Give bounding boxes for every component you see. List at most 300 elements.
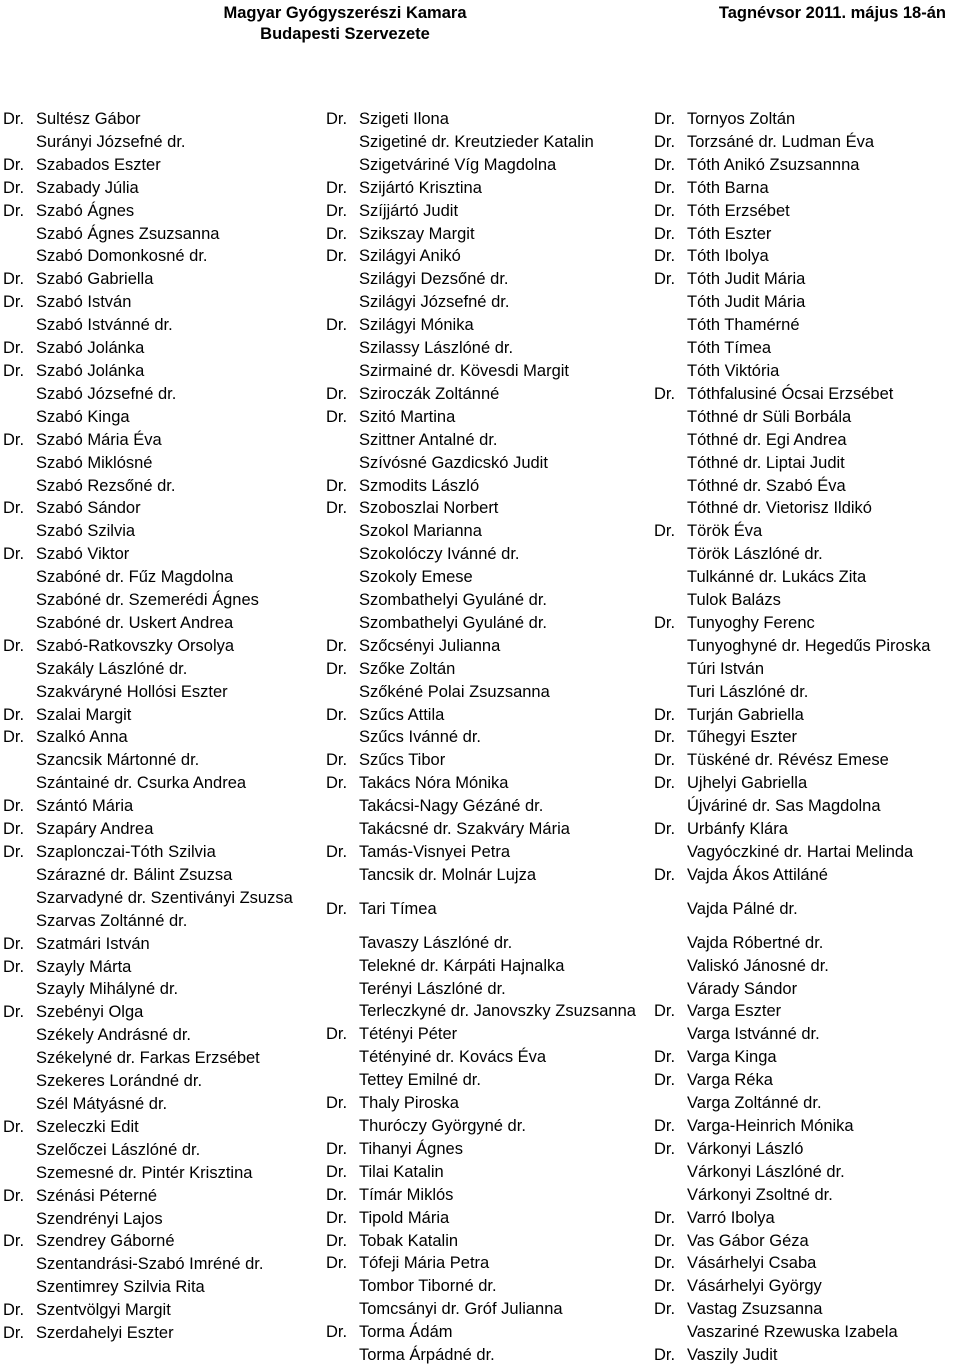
member-name: Tóth Ibolya xyxy=(687,247,769,266)
member-name: Túri István xyxy=(687,659,765,678)
member-name: Vaszariné Rzewuska Izabela xyxy=(687,1323,898,1342)
member-title-prefix: Dr. xyxy=(654,774,676,793)
member-name: Tunyoghyné dr. Hegedűs Piroska xyxy=(687,636,931,655)
member-title-prefix: Dr. xyxy=(326,178,348,197)
member-row xyxy=(3,337,315,360)
member-title-prefix: Dr. xyxy=(3,1186,25,1205)
member-title-prefix: Dr. xyxy=(654,224,676,243)
organization-branch: Budapesti Szervezete xyxy=(260,25,430,43)
member-title-prefix: Dr. xyxy=(3,728,25,747)
member-row xyxy=(3,383,315,406)
member-row xyxy=(654,177,960,200)
member-name: Tari Tímea xyxy=(359,899,437,918)
member-row xyxy=(326,520,656,543)
member-title-prefix: Dr. xyxy=(654,155,676,174)
member-title-prefix: Dr. xyxy=(3,293,25,312)
member-row xyxy=(326,841,656,864)
member-name: Szendrey Gáborné xyxy=(36,1232,175,1251)
organization-name: Magyar Gyógyszerészi Kamara xyxy=(223,4,467,22)
member-row xyxy=(3,1208,315,1231)
member-name: Szárazné dr. Bálint Zsuzsa xyxy=(36,865,233,884)
member-title-prefix: Dr. xyxy=(326,1254,348,1273)
member-name: Székely Andrásné dr. xyxy=(36,1026,192,1045)
member-row xyxy=(3,1047,315,1070)
member-row xyxy=(326,1275,656,1298)
member-name: Szűcs Tibor xyxy=(359,751,446,770)
member-name: Tobak Katalin xyxy=(359,1231,459,1250)
member-name: Szabó Kinga xyxy=(36,407,130,426)
member-row xyxy=(326,452,656,475)
member-row xyxy=(326,1230,656,1253)
member-name: Szűcs Ivánné dr. xyxy=(359,728,481,747)
member-name: Szigetiné dr. Kreutzieder Katalin xyxy=(359,132,594,151)
member-row xyxy=(3,1116,315,1139)
member-title-prefix: Dr. xyxy=(654,613,676,632)
member-row xyxy=(3,1299,315,1322)
member-name: Szabó Viktor xyxy=(36,545,130,564)
member-name: Tóth Judit Mária xyxy=(687,293,806,312)
member-title-prefix: Dr. xyxy=(654,270,676,289)
member-row xyxy=(654,1252,960,1275)
member-row xyxy=(326,154,656,177)
member-name: Török Lászlóné dr. xyxy=(687,545,823,564)
member-title-prefix: Dr. xyxy=(654,1071,676,1090)
member-row xyxy=(654,1321,960,1344)
member-name: Tűhegyi Eszter xyxy=(687,728,798,747)
member-row xyxy=(3,841,315,864)
member-title-prefix: Dr. xyxy=(654,201,676,220)
member-row xyxy=(654,932,960,955)
member-row xyxy=(654,200,960,223)
member-row xyxy=(326,1184,656,1207)
member-name: Sultész Gábor xyxy=(36,110,141,128)
member-row xyxy=(654,887,960,932)
member-name: Surányi Józsefné dr. xyxy=(36,132,186,151)
member-name: Szabó Istvánné dr. xyxy=(36,316,173,335)
member-name: Varró Ibolya xyxy=(687,1208,775,1227)
member-row xyxy=(654,108,960,131)
member-row xyxy=(326,383,656,406)
member-name: Vas Gábor Géza xyxy=(687,1231,809,1250)
member-row xyxy=(326,177,656,200)
member-row xyxy=(654,268,960,291)
member-row xyxy=(326,1138,656,1161)
member-row xyxy=(326,1161,656,1184)
member-name: Szilágyi Anikó xyxy=(359,247,461,266)
member-row xyxy=(326,475,656,498)
member-row xyxy=(326,1252,656,1275)
member-name: Tombor Tiborné dr. xyxy=(359,1277,497,1296)
member-name: Sziroczák Zoltánné xyxy=(359,384,500,403)
member-title-prefix: Dr. xyxy=(326,705,348,724)
member-row xyxy=(654,475,960,498)
member-name: Szabó Rezsőné dr. xyxy=(36,476,176,495)
member-title-prefix: Dr. xyxy=(3,270,25,289)
member-title-prefix: Dr. xyxy=(3,178,25,197)
member-name: Varga Eszter xyxy=(687,1002,782,1021)
member-name: Szilassy Lászlóné dr. xyxy=(359,339,514,358)
member-row xyxy=(654,1275,960,1298)
member-name: Szűcs Attila xyxy=(359,705,445,724)
member-name: Szabady Júlia xyxy=(36,178,139,197)
member-row xyxy=(3,749,315,772)
member-row xyxy=(326,360,656,383)
member-name: Tófeji Mária Petra xyxy=(359,1254,490,1273)
member-name: Torma Árpádné dr. xyxy=(359,1346,495,1365)
member-name: Tóthfalusiné Ócsai Erzsébet xyxy=(687,384,894,403)
member-name: Tilai Katalin xyxy=(359,1162,444,1181)
member-name: Szabóné dr. Fűz Magdolna xyxy=(36,568,234,587)
member-name: Szatmári István xyxy=(36,934,150,953)
member-title-prefix: Dr. xyxy=(3,1232,25,1251)
member-title-prefix: Dr. xyxy=(654,1346,676,1365)
member-title-prefix: Dr. xyxy=(654,1277,676,1296)
member-row xyxy=(326,245,656,268)
member-row xyxy=(326,406,656,429)
member-name: Szabó Jolánka xyxy=(36,339,145,358)
member-row xyxy=(654,589,960,612)
member-row xyxy=(326,726,656,749)
member-row xyxy=(654,314,960,337)
member-title-prefix: Dr. xyxy=(3,430,25,449)
member-title-prefix: Dr. xyxy=(326,1139,348,1158)
member-name: Tancsik dr. Molnár Lujza xyxy=(359,865,536,884)
member-name: Szakály Lászlóné dr. xyxy=(36,659,188,678)
member-column-1 xyxy=(3,108,315,1345)
member-title-prefix: Dr. xyxy=(654,1254,676,1273)
member-name: Tóthné dr. Szabó Éva xyxy=(687,476,846,495)
member-name: Takácsné dr. Szakváry Mária xyxy=(359,820,570,839)
member-row xyxy=(326,223,656,246)
page-header xyxy=(0,0,960,60)
member-row xyxy=(326,1000,656,1023)
member-row xyxy=(654,566,960,589)
member-title-prefix: Dr. xyxy=(326,659,348,678)
member-title-prefix: Dr. xyxy=(654,1139,676,1158)
member-row xyxy=(654,291,960,314)
member-title-prefix: Dr. xyxy=(326,1231,348,1250)
member-name: Szeleczki Edit xyxy=(36,1117,139,1136)
member-title-prefix: Dr. xyxy=(326,843,348,861)
member-row xyxy=(3,520,315,543)
member-title-prefix: Dr. xyxy=(3,201,25,220)
member-row xyxy=(3,635,315,658)
member-name: Szigeti Ilona xyxy=(359,110,449,128)
member-row xyxy=(3,726,315,749)
member-row xyxy=(3,658,315,681)
member-name: Torma Ádám xyxy=(359,1323,453,1342)
member-name: Szerdahelyi Eszter xyxy=(36,1324,174,1343)
member-name: Szalkó Anna xyxy=(36,728,128,747)
member-row xyxy=(654,1207,960,1230)
member-name: Szabóné dr. Szemerédi Ágnes xyxy=(36,591,259,610)
member-row xyxy=(3,1024,315,1047)
member-name: Torzsáné dr. Ludman Éva xyxy=(687,132,875,151)
member-name: Újváriné dr. Sas Magdolna xyxy=(687,797,881,816)
member-row xyxy=(3,406,315,429)
member-column-2 xyxy=(326,108,656,1367)
member-name: Szabó Gabriella xyxy=(36,270,154,289)
member-title-prefix: Dr. xyxy=(3,1324,25,1343)
member-name: Vajda Ákos Attiláné xyxy=(687,865,828,884)
member-row xyxy=(3,1253,315,1276)
member-row xyxy=(654,452,960,475)
member-title-prefix: Dr. xyxy=(654,1116,676,1135)
member-title-prefix: Dr. xyxy=(654,705,676,724)
member-row xyxy=(326,131,656,154)
member-row xyxy=(326,1069,656,1092)
member-row xyxy=(3,131,315,154)
member-row xyxy=(326,291,656,314)
member-name: Szilágyi Dezsőné dr. xyxy=(359,270,509,289)
member-name: Szaplonczai-Tóth Szilvia xyxy=(36,843,216,861)
member-row xyxy=(326,589,656,612)
member-title-prefix: Dr. xyxy=(3,957,25,976)
member-row xyxy=(3,291,315,314)
member-row xyxy=(654,131,960,154)
member-title-prefix: Dr. xyxy=(3,110,25,128)
member-name: Szőkéné Polai Zsuzsanna xyxy=(359,682,550,701)
member-row xyxy=(654,337,960,360)
member-name: Tóth Viktória xyxy=(687,361,780,380)
member-name: Vagyóczkiné dr. Hartai Melinda xyxy=(687,843,914,861)
member-name: Szmodits László xyxy=(359,476,480,495)
member-row xyxy=(3,1322,315,1345)
member-name: Szigetváriné Víg Magdolna xyxy=(359,155,557,174)
member-row xyxy=(3,1185,315,1208)
member-title-prefix: Dr. xyxy=(3,797,25,816)
member-row xyxy=(654,429,960,452)
member-title-prefix: Dr. xyxy=(3,545,25,564)
member-name: Török Éva xyxy=(687,522,763,541)
member-row xyxy=(654,497,960,520)
member-row xyxy=(654,795,960,818)
member-name: Vásárhelyi Csaba xyxy=(687,1254,817,1273)
member-name: Varga Réka xyxy=(687,1071,773,1090)
member-name: Tóth Eszter xyxy=(687,224,772,243)
member-row xyxy=(654,360,960,383)
member-name: Tóth Erzsébet xyxy=(687,201,790,220)
member-name: Szendrényi Lajos xyxy=(36,1209,163,1228)
member-row xyxy=(3,452,315,475)
member-title-prefix: Dr. xyxy=(3,339,25,358)
member-row xyxy=(3,177,315,200)
member-name: Vaszily Judit xyxy=(687,1346,778,1365)
member-name: Szancsik Mártonné dr. xyxy=(36,751,200,770)
member-row xyxy=(326,978,656,1001)
member-title-prefix: Dr. xyxy=(654,384,676,403)
member-row xyxy=(654,818,960,841)
member-name: Szántó Mária xyxy=(36,797,134,816)
member-row xyxy=(326,704,656,727)
member-name: Szombathelyi Gyuláné dr. xyxy=(359,591,548,610)
member-title-prefix: Dr. xyxy=(326,899,348,918)
member-name: Varga Zoltánné dr. xyxy=(687,1094,822,1113)
member-name: Szilágyi Józsefné dr. xyxy=(359,293,510,312)
member-row xyxy=(3,497,315,520)
member-row xyxy=(326,1092,656,1115)
member-title-prefix: Dr. xyxy=(3,705,25,724)
member-row xyxy=(326,772,656,795)
member-title-prefix: Dr. xyxy=(3,1117,25,1136)
member-title-prefix: Dr. xyxy=(326,224,348,243)
member-name: Szél Mátyásné dr. xyxy=(36,1094,168,1113)
member-title-prefix: Dr. xyxy=(654,1300,676,1319)
member-name: Tóthné dr Süli Borbála xyxy=(687,407,852,426)
member-name: Szokoly Emese xyxy=(359,568,473,587)
member-name: Tóthné dr. Egi Andrea xyxy=(687,430,847,449)
member-row xyxy=(3,543,315,566)
member-title-prefix: Dr. xyxy=(3,155,25,174)
member-row xyxy=(326,543,656,566)
member-row xyxy=(326,681,656,704)
member-row xyxy=(654,1046,960,1069)
member-row xyxy=(654,772,960,795)
member-title-prefix: Dr. xyxy=(654,132,676,151)
member-title-prefix: Dr. xyxy=(654,728,676,747)
member-title-prefix: Dr. xyxy=(654,1048,676,1067)
member-name: Szabó Sándor xyxy=(36,499,141,518)
member-name: Szebényi Olga xyxy=(36,1003,144,1022)
member-row xyxy=(654,154,960,177)
member-row xyxy=(326,1023,656,1046)
member-name: Tétényi Péter xyxy=(359,1025,458,1044)
member-name: Várady Sándor xyxy=(687,979,798,998)
member-name: Szapáry Andrea xyxy=(36,820,154,839)
member-title-prefix: Dr. xyxy=(654,751,676,770)
member-name: Thaly Piroska xyxy=(359,1094,459,1113)
member-title-prefix: Dr. xyxy=(326,1094,348,1113)
member-name: Tóthné dr. Vietorisz Ildikó xyxy=(687,499,872,518)
member-name: Szentimrey Szilvia Rita xyxy=(36,1278,205,1297)
member-name: Várkonyi Lászlóné dr. xyxy=(687,1162,845,1181)
member-name: Szayly Márta xyxy=(36,957,132,976)
member-title-prefix: Dr. xyxy=(326,1208,348,1227)
member-name: Szarvas Zoltánné dr. xyxy=(36,911,188,930)
member-name: Tulkánné dr. Lukács Zita xyxy=(687,568,867,587)
member-row xyxy=(326,108,656,131)
member-title-prefix: Dr. xyxy=(3,636,25,655)
member-row xyxy=(3,475,315,498)
member-name: Szíjjártó Judit xyxy=(359,201,459,220)
member-title-prefix: Dr. xyxy=(326,1162,348,1181)
member-title-prefix: Dr. xyxy=(3,1301,25,1320)
member-name: Urbánfy Klára xyxy=(687,820,788,839)
member-name: Szalai Margit xyxy=(36,705,132,724)
member-row xyxy=(326,658,656,681)
member-row xyxy=(326,612,656,635)
member-name: Tétényiné dr. Kovács Éva xyxy=(359,1048,547,1067)
member-name: Szarvadyné dr. Szentiványi Zsuzsa xyxy=(36,888,293,907)
member-title-prefix: Dr. xyxy=(3,1003,25,1022)
member-row xyxy=(3,566,315,589)
member-title-prefix: Dr. xyxy=(654,110,676,128)
member-name: Szekeres Lorándné dr. xyxy=(36,1072,203,1091)
member-name: Szakváryné Hollósi Eszter xyxy=(36,682,228,701)
member-name: Terényi Lászlóné dr. xyxy=(359,979,506,998)
member-row xyxy=(654,841,960,864)
member-name: Valiskó Jánosné dr. xyxy=(687,956,829,975)
member-row xyxy=(654,1161,960,1184)
member-row xyxy=(326,818,656,841)
member-row xyxy=(326,1046,656,1069)
member-row xyxy=(326,749,656,772)
member-name: Szabó Miklósné xyxy=(36,453,153,472)
member-title-prefix: Dr. xyxy=(654,1002,676,1021)
member-row xyxy=(654,1138,960,1161)
member-name: Ujhelyi Gabriella xyxy=(687,774,808,793)
member-name: Tóth Tímea xyxy=(687,339,772,358)
member-name: Tóth Judit Mária xyxy=(687,270,806,289)
member-name: Szabó-Ratkovszky Orsolya xyxy=(36,636,235,655)
member-name: Thuróczy Györgyné dr. xyxy=(359,1116,526,1135)
member-name: Turján Gabriella xyxy=(687,705,804,724)
member-name: Szitó Martina xyxy=(359,407,456,426)
member-name: Vajda Pálné dr. xyxy=(687,899,798,918)
member-name: Szabados Eszter xyxy=(36,155,161,174)
member-name: Tornyos Zoltán xyxy=(687,110,796,128)
member-row xyxy=(3,1093,315,1116)
member-row xyxy=(3,772,315,795)
member-row xyxy=(654,864,960,887)
member-title-prefix: Dr. xyxy=(326,499,348,518)
member-name: Vajda Róbertné dr. xyxy=(687,933,824,952)
member-row xyxy=(326,1298,656,1321)
member-row xyxy=(3,956,315,979)
member-row xyxy=(3,887,315,910)
member-name: Szabó Ágnes xyxy=(36,201,135,220)
member-name: Tihanyi Ágnes xyxy=(359,1139,463,1158)
member-name: Szentandrási-Szabó Imréné dr. xyxy=(36,1255,264,1274)
member-name: Várkonyi László xyxy=(687,1139,804,1158)
member-name: Szőke Zoltán xyxy=(359,659,456,678)
member-name: Szőcsényi Julianna xyxy=(359,636,501,655)
member-name: Tulok Balázs xyxy=(687,591,781,610)
member-row xyxy=(654,543,960,566)
member-row xyxy=(326,887,656,932)
member-title-prefix: Dr. xyxy=(654,865,676,884)
member-row xyxy=(654,223,960,246)
member-title-prefix: Dr. xyxy=(3,843,25,861)
member-row xyxy=(654,749,960,772)
member-name: Tímár Miklós xyxy=(359,1185,454,1204)
member-row xyxy=(3,1276,315,1299)
member-name: Tüskéné dr. Révész Emese xyxy=(687,751,889,770)
member-name: Szabó Domonkosné dr. xyxy=(36,247,208,266)
member-row xyxy=(654,1092,960,1115)
member-title-prefix: Dr. xyxy=(326,407,348,426)
member-row xyxy=(326,955,656,978)
member-name: Szokolóczy Ivánné dr. xyxy=(359,545,520,564)
member-row xyxy=(326,1321,656,1344)
member-row xyxy=(3,978,315,1001)
member-name: Szayly Mihályné dr. xyxy=(36,980,179,999)
member-name: Varga Kinga xyxy=(687,1048,777,1067)
member-title-prefix: Dr. xyxy=(326,110,348,128)
member-row xyxy=(3,245,315,268)
member-name: Vastag Zsuzsanna xyxy=(687,1300,823,1319)
member-name: Szilágyi Mónika xyxy=(359,316,474,335)
member-row xyxy=(326,268,656,291)
member-row xyxy=(326,497,656,520)
member-name: Szijártó Krisztina xyxy=(359,178,482,197)
member-name: Szirmainé dr. Kövesdi Margit xyxy=(359,361,569,380)
member-name: Telekné dr. Kárpáti Hajnalka xyxy=(359,956,565,975)
member-row xyxy=(654,1069,960,1092)
member-name: Szántainé dr. Csurka Andrea xyxy=(36,774,247,793)
member-title-prefix: Dr. xyxy=(326,1185,348,1204)
member-title-prefix: Dr. xyxy=(326,751,348,770)
